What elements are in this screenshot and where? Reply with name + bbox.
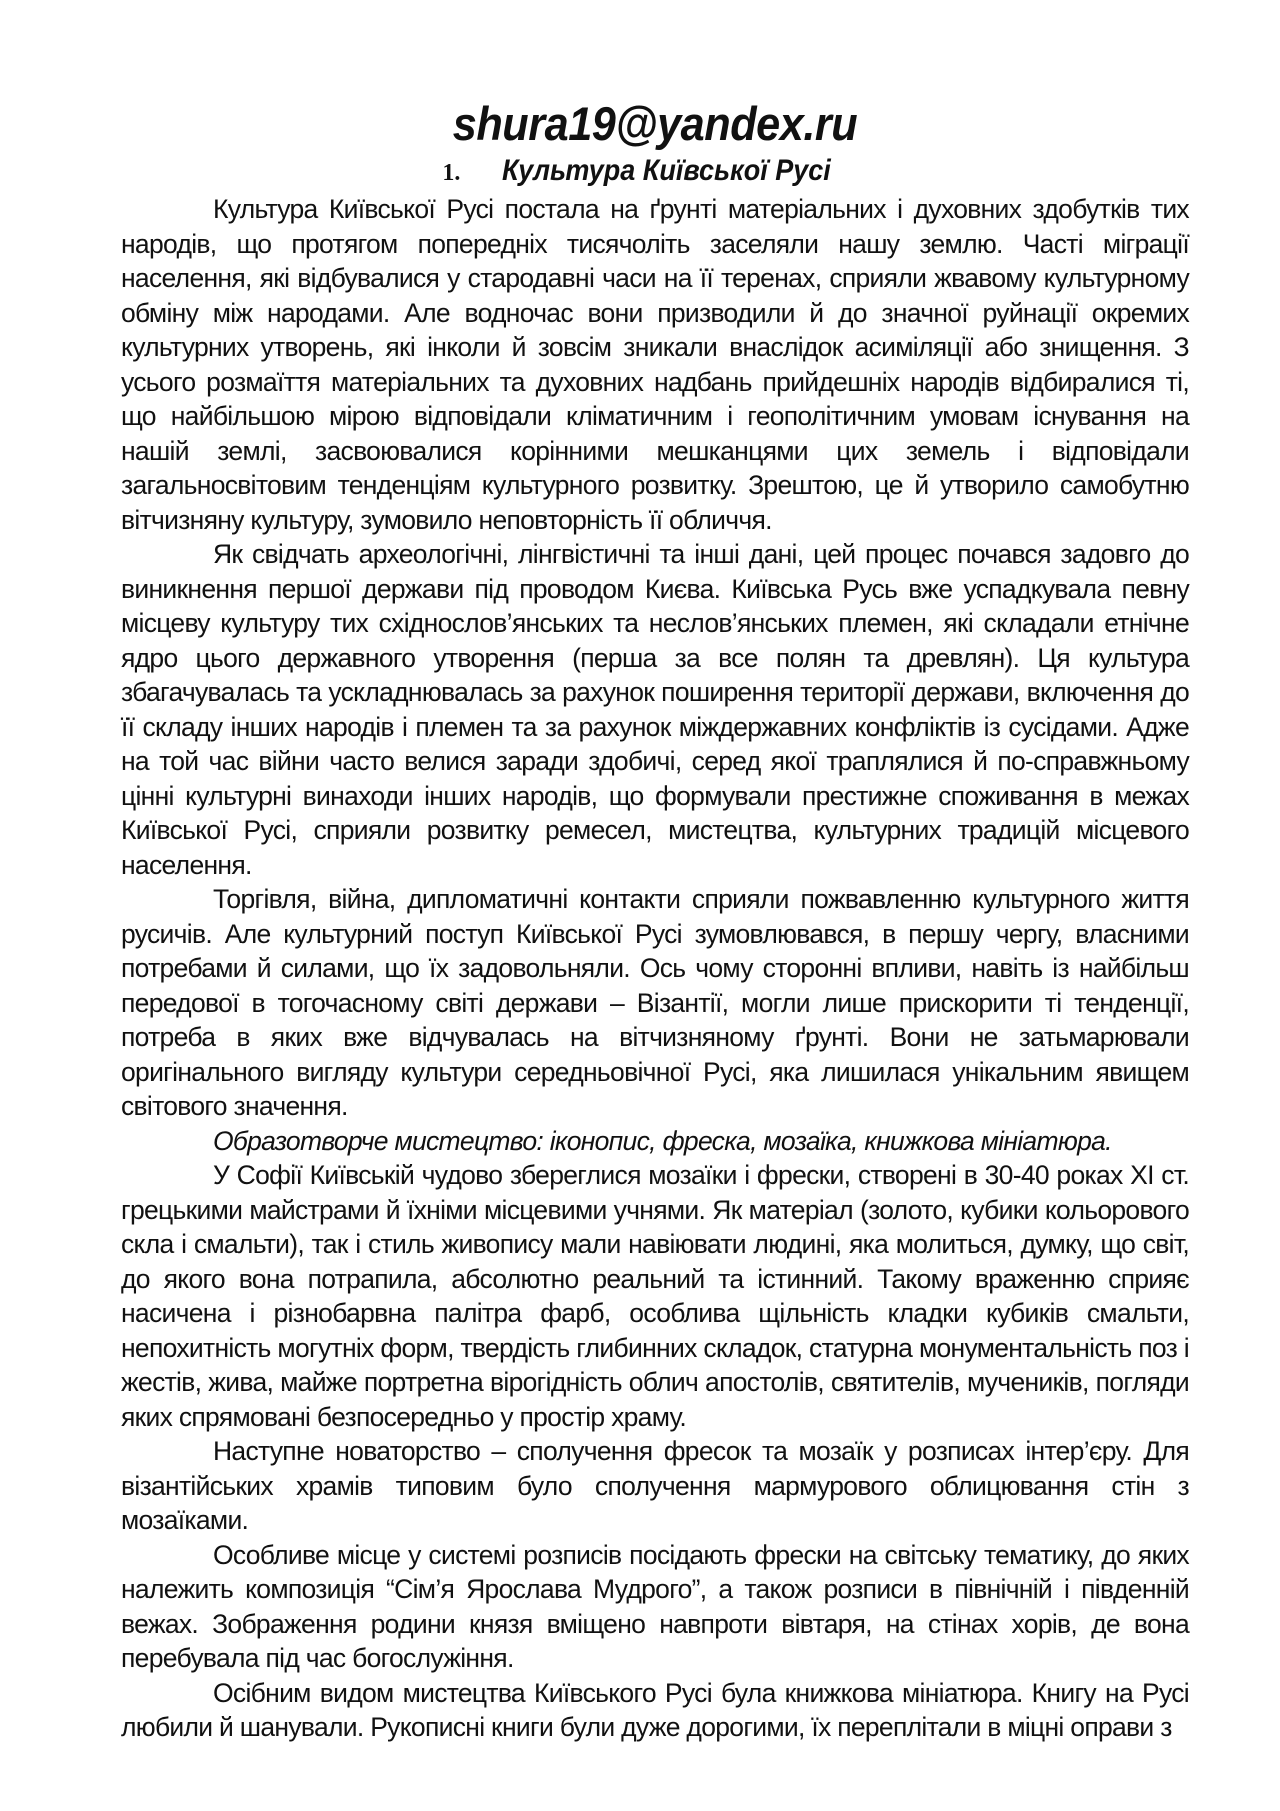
paragraph: Наступне новаторство – сполучення фресок та мозаїк у розписах інтер’єру. Для візантійських храмів типовим було сполучення мармурового облицювання стін з мозаїками. [121, 1436, 1189, 1535]
body-text [121, 192, 1189, 1745]
section-heading [121, 152, 1189, 192]
email-header: shura19@yandex.ru [452, 97, 858, 150]
paragraph: Особливе місце у системі розписів посідають фрески на світську тематику, до яких належить композиція “Сім’я Ярослава Мудрого”, а також розписи в північній і південній вежах. Зображення родини князя вміщено навпроти вівтаря, на стінах хорів, де вона перебувала під час богослужіння. [121, 1539, 1189, 1673]
section-title: Культура Київської Русі [502, 154, 832, 187]
paragraph: Як свідчать археологічні, лінгвістичні та інші дані, цей процес почався задовго до виникнення першої держави під проводом Києва. Київська Русь вже успадкувала певну місцеву культуру тих східнослов’янських та неслов’янських племен, які складали етнічне ядро цього державного утворення (перша за все полян та древлян). Ця культура збагачувалась та ускладнювалась за рахунок поширення території держави, включення до її складу інших народів і племен та за рахунок міждержавних конфліктів із сусідами. Адже на той час війни часто велися заради здобичі, серед якої траплялися й по-справжньому цінні культурні винаходи інших народів, що формували престижне споживання в межах Київської Русі, сприяли розвитку ремесел, мистецтва, культурних традицій місцевого населення. [121, 539, 1189, 880]
document-page [121, 96, 1189, 1745]
paragraph: У Софії Київській чудово збереглися мозаїки і фрески, створені в 30-40 роках XI ст. грецькими майстрами й їхніми місцевими учнями. Як матеріал (золото, кубики кольорового скла і смальти), так і стиль живопису мали навіювати людині, яка молиться, думку, що світ, до якого вона потрапила, абсолютно реальний та істинний. Такому враженню сприяє насичена і різнобарвна палітра фарб, особлива щільність кладки кубиків смальти, непохитність могутніх форм, твердість глибинних складок, статурна монументальність поз і жестів, жива, майже портретна вірогідність облич апостолів, святителів, мучеників, погляди яких спрямовані безпосередньо у простір храму. [121, 1160, 1189, 1432]
section-number: 1. [442, 160, 461, 186]
subheading: Образотворче мистецтво: іконопис, фреска, мозаїка, книжкова мініатюра. [213, 1125, 1112, 1156]
paragraph: Культура Київської Русі постала на ґрунті матеріальних і духовних здобутків тих народів, що протягом попередніх тисячоліть заселяли нашу землю. Часті міграції населення, які відбувалися у стародавні часи на її теренах, сприяли жвавому культурному обміну між народами. Але водночас вони призводили й до значної руйнації окремих культурних утворень, які інколи й зовсім зникали внаслідок асиміляції або знищення. З усього розмаїття матеріальних та духовних надбань прийдешніх народів відбиралися ті, що найбільшою мірою відповідали кліматичним і геополітичним умовам існування на нашій землі, засвоювалися корінними мешканцями цих земель і відповідали загальносвітовим тенденціям культурного розвитку. Зрештою, це й утворило самобутню вітчизняну культуру, зумовило неповторність її обличчя. [121, 194, 1189, 535]
paragraph: Торгівля, війна, дипломатичні контакти сприяли пожвавленню культурного життя русичів. Але культурний поступ Київської Русі зумовлювався, в першу чергу, власними потребами й силами, що їх задовольняли. Ось чому сторонні впливи, навіть із найбільш передової в тогочасному світі держави – Візантії, могли лише прискорити ті тенденції, потреба в яких вже відчувалась на вітчизняному ґрунті. Вони не затьмарювали оригінального вигляду культури середньовічної Русі, яка лишилася унікальним явищем світового значення. [121, 884, 1189, 1121]
paragraph: Осібним видом мистецтва Київського Русі була книжкова мініатюра. Книгу на Русі любили й шанували. Рукописні книги були дуже дорогими, їх переплітали в міцні оправи з [121, 1677, 1189, 1742]
